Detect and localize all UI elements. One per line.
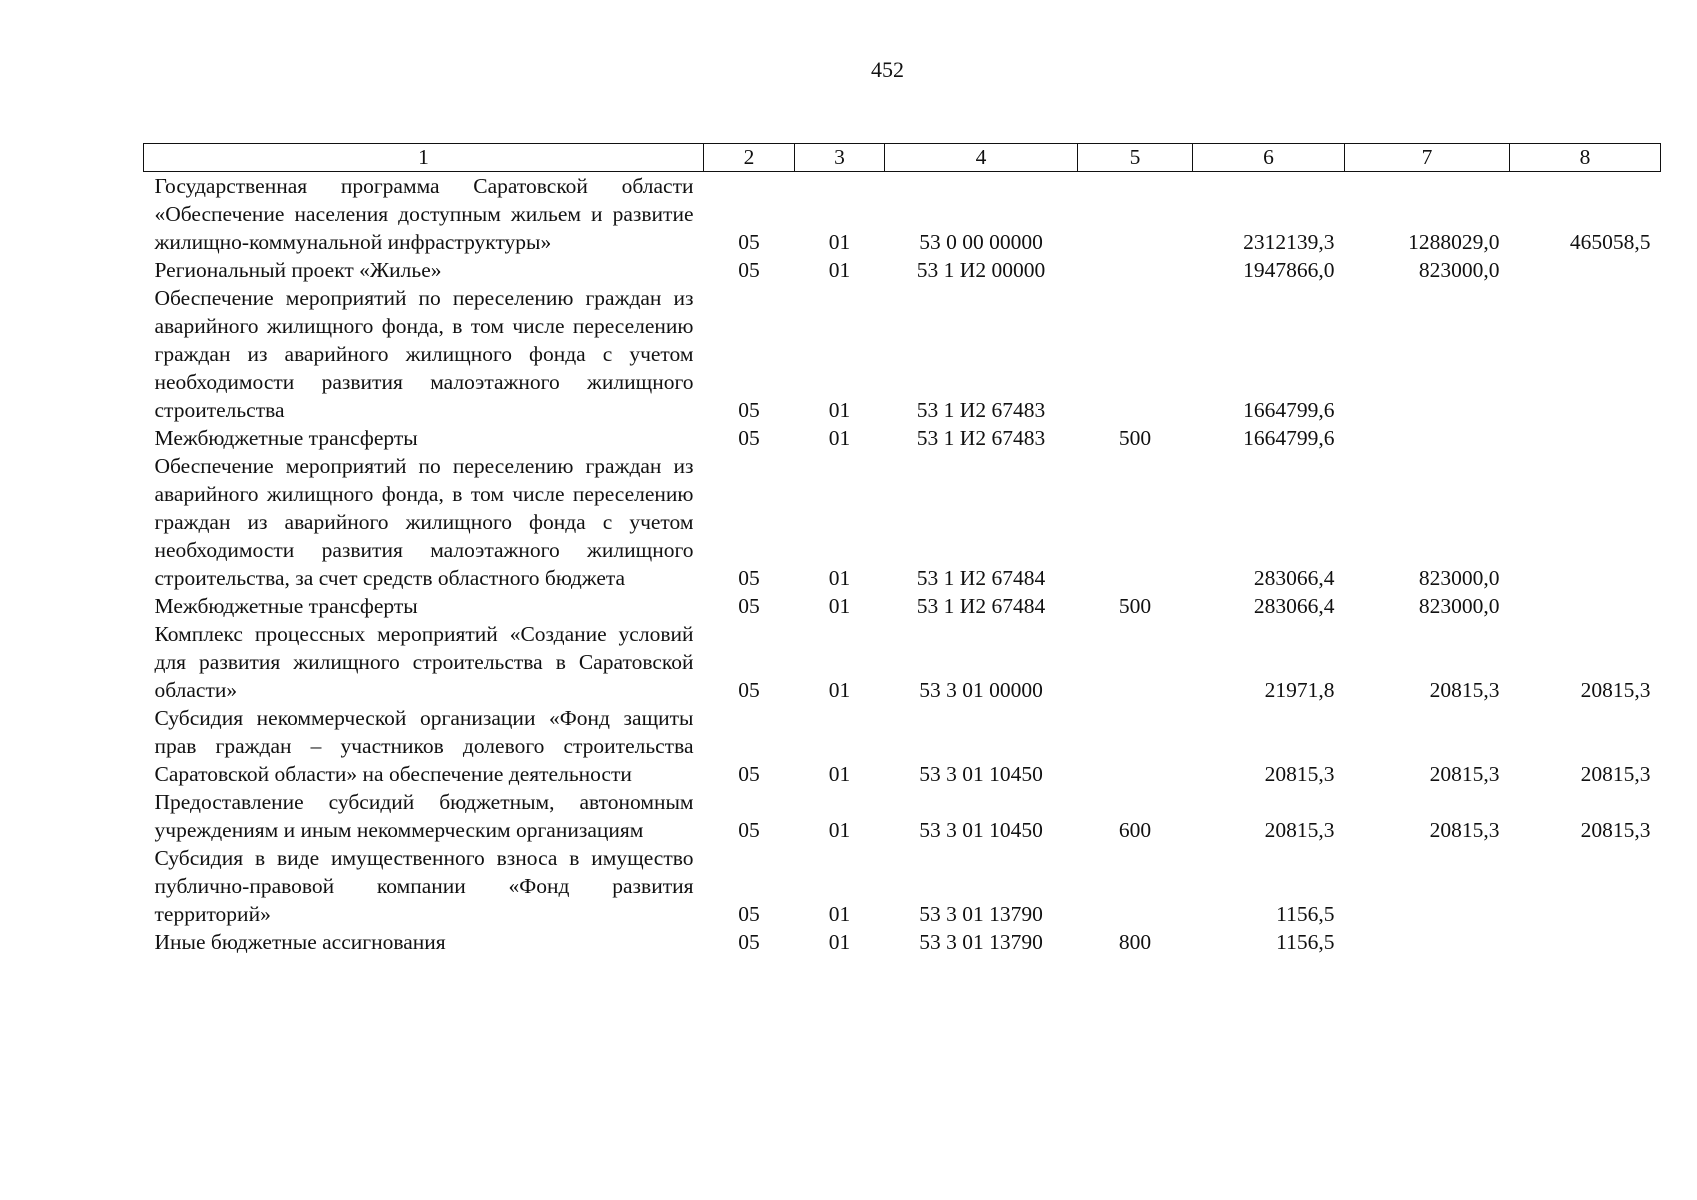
target-article-code: 53 0 00 00000 xyxy=(919,230,1043,254)
section-code: 05 xyxy=(738,594,760,618)
expense-type-code: 500 xyxy=(1118,594,1152,618)
section-code: 05 xyxy=(738,398,760,422)
row-name: Обеспечение мероприятий по переселению граждан из аварийного жилищного фонда, в том числе переселению граждан из аварийного жилищного фонда с учетом необходимости развития малоэтажного жилищного строительства xyxy=(154,286,694,422)
amount-col-8 xyxy=(1510,928,1661,956)
row-name: Иные бюджетные ассигнования xyxy=(154,930,446,954)
row-name: Субсидия некоммерческой организации «Фонд защиты прав граждан – участников долевого строительства Саратовской области» на обеспечение деятельности xyxy=(154,706,694,786)
amount-col-6: 21971,8 xyxy=(1264,678,1335,702)
subsection-code: 01 xyxy=(828,818,851,842)
target-article-code: 53 3 01 10450 xyxy=(919,762,1043,786)
target-article-code: 53 3 01 10450 xyxy=(919,818,1043,842)
amount-col-8: 20815,3 xyxy=(1580,678,1651,702)
amount-col-7: 823000,0 xyxy=(1418,258,1500,282)
table-row xyxy=(144,172,1661,257)
amount-col-6: 2312139,3 xyxy=(1243,230,1335,254)
table-row xyxy=(144,620,1661,704)
target-article-code: 53 3 01 13790 xyxy=(919,930,1043,954)
amount-col-7 xyxy=(1345,844,1510,928)
amount-col-6: 1947866,0 xyxy=(1243,258,1335,282)
row-name: Субсидия в виде имущественного взноса в имущество публично-правовой компании «Фонд развития территорий» xyxy=(154,846,694,926)
table-row xyxy=(144,424,1661,452)
table-row xyxy=(144,284,1661,424)
column-header-8: 8 xyxy=(1510,144,1661,172)
expense-type-code xyxy=(1078,844,1193,928)
amount-col-6: 283066,4 xyxy=(1253,566,1335,590)
row-name: Комплекс процессных мероприятий «Создание условий для развития жилищного строительства в Саратовской области» xyxy=(154,622,694,702)
amount-col-8 xyxy=(1510,592,1661,620)
amount-col-8 xyxy=(1510,452,1661,592)
amount-col-7 xyxy=(1345,284,1510,424)
subsection-code: 01 xyxy=(828,230,851,254)
amount-col-8 xyxy=(1510,424,1661,452)
row-name: Межбюджетные трансферты xyxy=(154,426,418,450)
column-header-6: 6 xyxy=(1193,144,1345,172)
subsection-code: 01 xyxy=(828,426,851,450)
table-row xyxy=(144,592,1661,620)
table-row xyxy=(144,844,1661,928)
amount-col-6: 20815,3 xyxy=(1264,762,1335,786)
subsection-code: 01 xyxy=(828,902,851,926)
amount-col-8 xyxy=(1510,256,1661,284)
table-row xyxy=(144,256,1661,284)
expense-type-code xyxy=(1078,452,1193,592)
subsection-code: 01 xyxy=(828,398,851,422)
amount-col-8: 20815,3 xyxy=(1580,818,1651,842)
section-code: 05 xyxy=(738,902,760,926)
target-article-code: 53 3 01 00000 xyxy=(919,678,1043,702)
subsection-code: 01 xyxy=(828,566,851,590)
subsection-code: 01 xyxy=(828,930,851,954)
row-name: Предоставление субсидий бюджетным, автономным учреждениям и иным некоммерческим организациям xyxy=(154,790,694,842)
column-header-5: 5 xyxy=(1078,144,1193,172)
amount-col-6: 1664799,6 xyxy=(1243,398,1335,422)
target-article-code: 53 1 И2 00000 xyxy=(916,258,1046,282)
amount-col-8 xyxy=(1510,844,1661,928)
column-header-4: 4 xyxy=(885,144,1078,172)
table-row xyxy=(144,452,1661,592)
amount-col-6: 1664799,6 xyxy=(1243,426,1335,450)
column-header-7: 7 xyxy=(1345,144,1510,172)
target-article-code: 53 1 И2 67484 xyxy=(916,594,1046,618)
amount-col-8 xyxy=(1510,284,1661,424)
amount-col-7: 823000,0 xyxy=(1418,566,1500,590)
section-code: 05 xyxy=(738,818,760,842)
expense-type-code: 500 xyxy=(1118,426,1152,450)
row-name: Государственная программа Саратовской области «Обеспечение населения доступным жильем и развитие жилищно-коммунальной инфраструктуры» xyxy=(154,174,694,254)
amount-col-7: 20815,3 xyxy=(1429,818,1500,842)
amount-col-7: 20815,3 xyxy=(1429,678,1500,702)
expense-type-code: 600 xyxy=(1118,818,1152,842)
section-code: 05 xyxy=(738,426,760,450)
amount-col-7 xyxy=(1345,424,1510,452)
column-header-2: 2 xyxy=(704,144,795,172)
subsection-code: 01 xyxy=(828,594,851,618)
amount-col-8: 20815,3 xyxy=(1580,762,1651,786)
section-code: 05 xyxy=(738,258,760,282)
subsection-code: 01 xyxy=(828,762,851,786)
amount-col-7: 1288029,0 xyxy=(1408,230,1500,254)
expense-type-code xyxy=(1078,284,1193,424)
header-row xyxy=(144,144,1661,172)
column-header-3: 3 xyxy=(795,144,885,172)
table-row xyxy=(144,928,1661,956)
expense-type-code xyxy=(1078,704,1193,788)
target-article-code: 53 3 01 13790 xyxy=(919,902,1043,926)
amount-col-6: 20815,3 xyxy=(1264,818,1335,842)
row-name: Межбюджетные трансферты xyxy=(154,594,418,618)
expense-type-code xyxy=(1078,256,1193,284)
section-code: 05 xyxy=(738,566,760,590)
target-article-code: 53 1 И2 67484 xyxy=(916,566,1046,590)
table-row xyxy=(144,704,1661,788)
amount-col-6: 283066,4 xyxy=(1253,594,1335,618)
expense-type-code xyxy=(1078,172,1193,257)
subsection-code: 01 xyxy=(828,258,851,282)
target-article-code: 53 1 И2 67483 xyxy=(916,426,1046,450)
section-code: 05 xyxy=(738,678,760,702)
section-code: 05 xyxy=(738,762,760,786)
table-row xyxy=(144,788,1661,844)
amount-col-8: 465058,5 xyxy=(1569,230,1651,254)
section-code: 05 xyxy=(738,230,760,254)
target-article-code: 53 1 И2 67483 xyxy=(916,398,1046,422)
amount-col-6: 1156,5 xyxy=(1276,930,1335,954)
expense-type-code xyxy=(1078,620,1193,704)
section-code: 05 xyxy=(738,930,760,954)
subsection-code: 01 xyxy=(828,678,851,702)
column-header-1: 1 xyxy=(144,144,704,172)
amount-col-7: 20815,3 xyxy=(1429,762,1500,786)
page-number: 452 xyxy=(871,57,904,82)
row-name: Обеспечение мероприятий по переселению граждан из аварийного жилищного фонда, в том числе переселению граждан из аварийного жилищного фонда с учетом необходимости развития малоэтажного жилищного строительства, за счет средств областного бюджета xyxy=(154,454,694,590)
table-body xyxy=(144,172,1661,957)
row-name: Региональный проект «Жилье» xyxy=(154,258,442,282)
amount-col-7: 823000,0 xyxy=(1418,594,1500,618)
table-header xyxy=(144,144,1661,172)
amount-col-7 xyxy=(1345,928,1510,956)
expense-type-code: 800 xyxy=(1118,930,1152,954)
amount-col-6: 1156,5 xyxy=(1276,902,1335,926)
budget-table xyxy=(143,143,1661,956)
